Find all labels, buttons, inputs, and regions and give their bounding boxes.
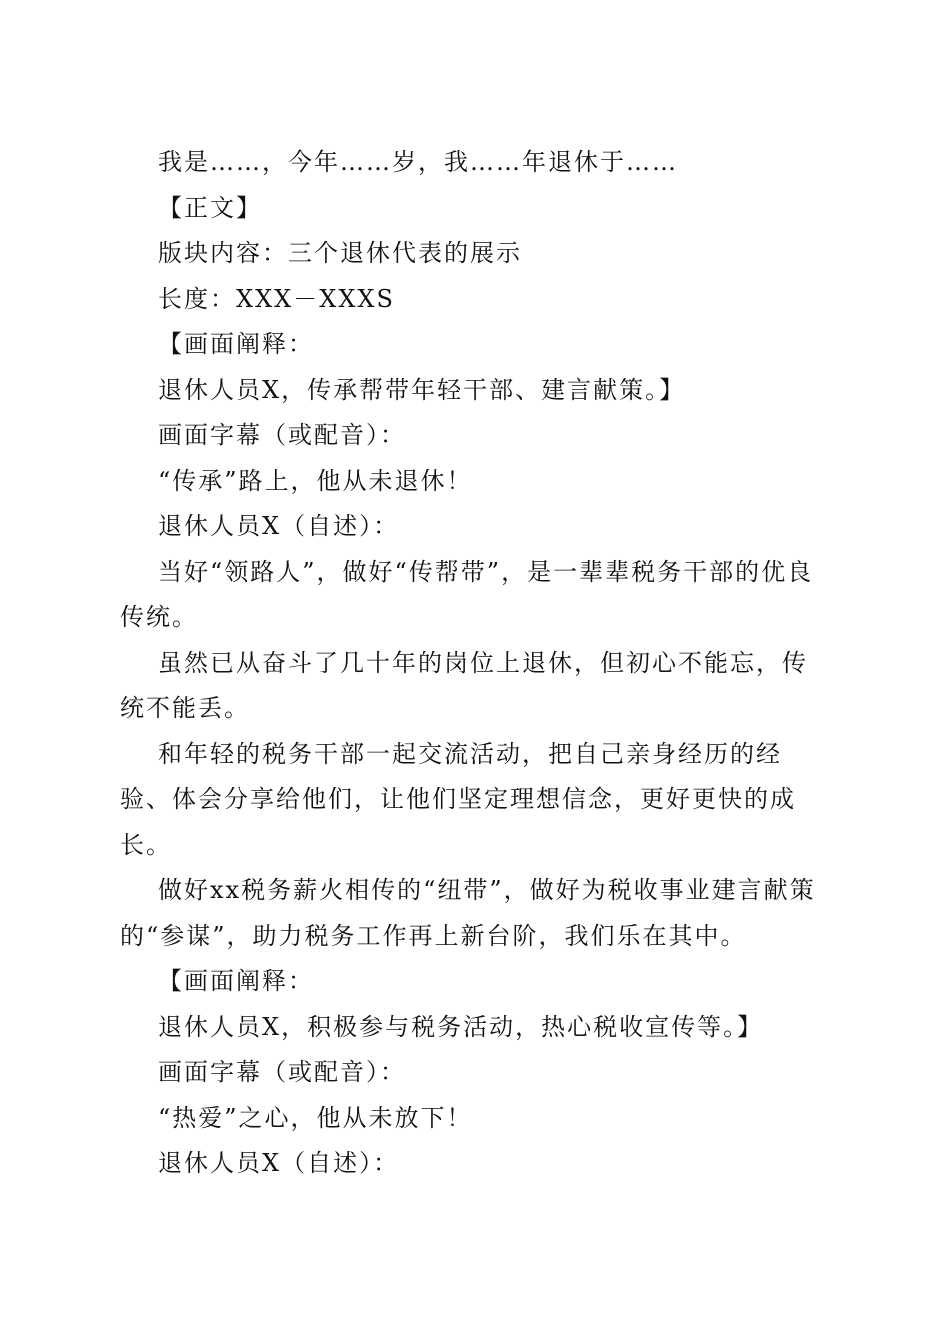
length-line: 长度：XXX－XXXS <box>158 284 395 313</box>
scene-note-text-1: 退休人员X，传承帮带年轻干部、建言献策。】 <box>158 375 686 404</box>
narration-label-1: 退休人员X（自述）： <box>158 512 400 540</box>
scene-note-text-2: 退休人员X，积极参与税务活动，热心税收宣传等。】 <box>158 1012 764 1041</box>
narration-paragraph: 虽然已从奋斗了几十年的岗位上退休，但初心不能忘，传统不能丢。 <box>120 648 808 722</box>
scene-note-open-1: 【画面阐释： <box>158 330 314 358</box>
section-content-line: 版块内容：三个退休代表的展示 <box>158 239 522 267</box>
scene-note-open-2: 【画面阐释： <box>158 967 314 995</box>
caption-label-2: 画面字幕（或配音）： <box>158 1058 406 1086</box>
narration-paragraph: 做好xx税务薪火相传的“纽带”，做好为税收事业建言献策的“参谋”，助力税务工作再上新台阶，我们乐在其中。 <box>120 876 816 950</box>
intro-line: 我是……，今年……岁，我……年退休于…… <box>158 148 678 176</box>
narration-label-2: 退休人员X（自述）： <box>158 1149 400 1177</box>
caption-text-1: “传承”路上，他从未退休！ <box>158 466 473 495</box>
narration-paragraph: 和年轻的税务干部一起交流活动，把自己亲身经历的经验、体会分享给他们，让他们坚定理想信念，更好更快的成长。 <box>120 739 796 859</box>
document-body <box>120 140 824 1187</box>
narration-paragraph: 当好“领路人”，做好“传帮带”，是一辈辈税务干部的优良传统。 <box>120 557 814 631</box>
caption-label-1: 画面字幕（或配音）： <box>158 421 406 449</box>
caption-text-2: “热爱”之心，他从未放下！ <box>158 1103 473 1132</box>
section-heading-body: 【正文】 <box>158 193 262 222</box>
